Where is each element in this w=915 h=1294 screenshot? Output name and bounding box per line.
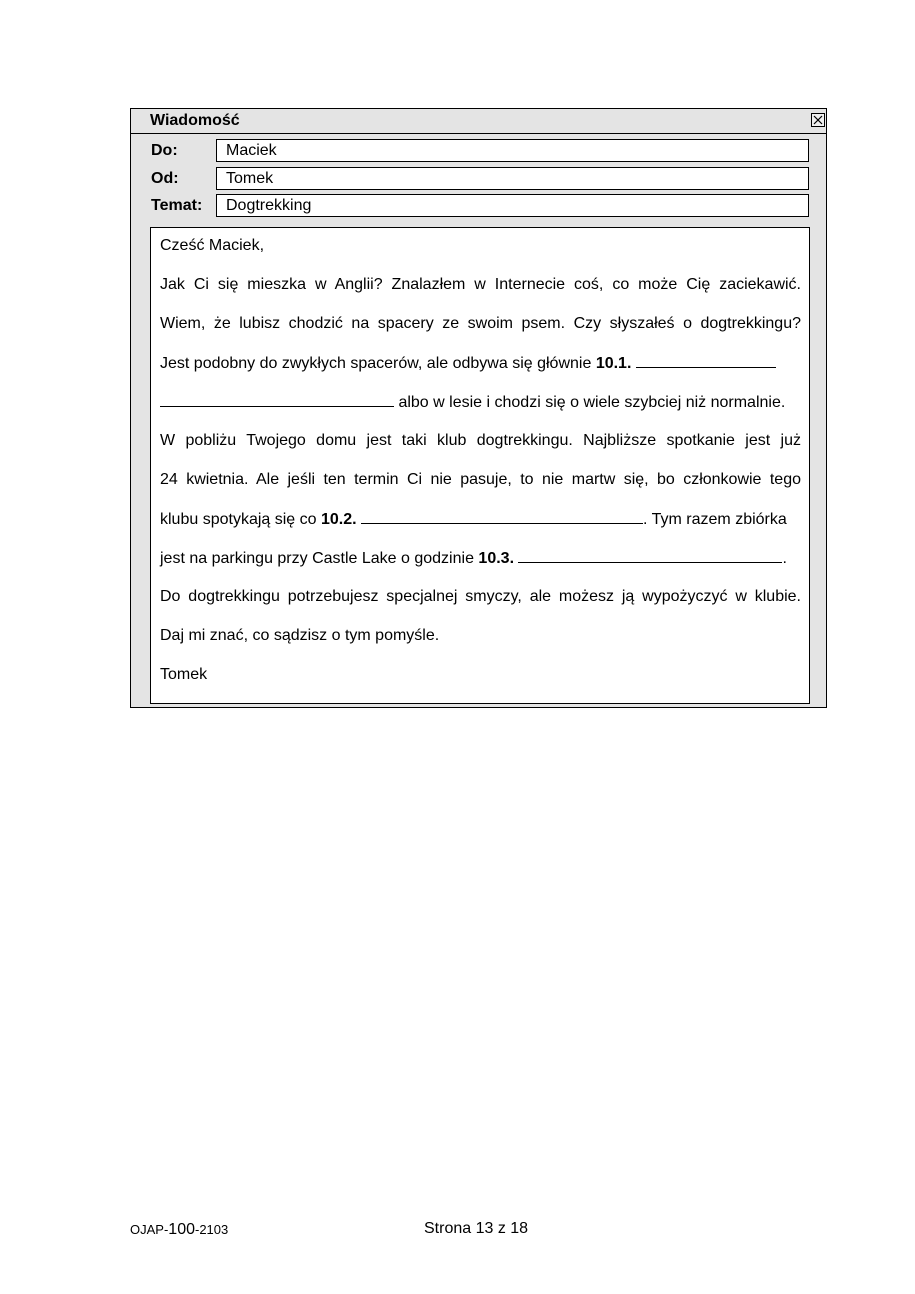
exam-code-prefix: OJAP-	[130, 1222, 169, 1237]
body-line-5: W pobliżu Twojego domu jest taki klub dogtrekkingu. Najbliższe spotkanie jest już	[160, 432, 801, 449]
body-line-6: 24 kwietnia. Ale jeśli ten termin Ci nie pasuje, to nie martw się, bo członkowie tego	[160, 471, 801, 488]
body-line-7	[160, 509, 801, 530]
body-line-1: Jak Ci się mieszka w Anglii? Znalazłem w Internecie coś, co może Cię zaciekawić.	[160, 276, 801, 293]
answer-blank-10-1[interactable]	[636, 353, 776, 368]
to-row	[131, 139, 826, 163]
message-window	[130, 108, 827, 708]
body-line-3-text: Jest podobny do zwykłych spacerów, ale odbywa się głównie	[160, 355, 592, 372]
signature-line: Tomek	[160, 666, 208, 683]
gap-number-10-1: 10.1.	[595, 355, 632, 372]
body-line-7-text: klubu spotykają się co	[160, 511, 317, 528]
body-line-8-after: .	[782, 550, 787, 567]
body-line-7-after: . Tym razem zbiórka	[643, 511, 787, 528]
close-x-icon[interactable]	[811, 113, 825, 127]
answer-blank-10-1-continued[interactable]	[160, 392, 394, 407]
greeting-line: Cześć Maciek,	[160, 237, 265, 254]
message-body[interactable]	[150, 227, 810, 704]
body-line-9: Do dogtrekkingu potrzebujesz specjalnej smyczy, ale możesz ją wypożyczyć w klubie.	[160, 588, 801, 605]
body-line-3	[160, 353, 801, 374]
from-label: Od:	[151, 170, 179, 187]
subject-label: Temat:	[151, 197, 203, 214]
gap-number-10-3: 10.3.	[478, 550, 515, 567]
body-line-2: Wiem, że lubisz chodzić na spacery ze swoim psem. Czy słyszałeś o dogtrekkingu?	[160, 315, 801, 332]
exam-code-suffix: -2103	[195, 1222, 229, 1237]
from-field[interactable]: Tomek	[216, 167, 809, 190]
exam-code	[130, 1221, 228, 1239]
window-title: Wiadomość	[150, 112, 240, 129]
page-number: Strona 13 z 18	[424, 1220, 529, 1237]
body-line-10: Daj mi znać, co sądzisz o tym pomyśle.	[160, 627, 440, 644]
body-line-8	[160, 548, 801, 569]
to-field[interactable]: Maciek	[216, 139, 809, 162]
gap-number-10-2: 10.2.	[320, 511, 357, 528]
subject-field[interactable]: Dogtrekking	[216, 194, 809, 217]
window-titlebar	[131, 109, 826, 134]
to-label: Do:	[151, 142, 178, 159]
answer-blank-10-3[interactable]	[518, 548, 782, 563]
body-line-4-text: albo w lesie i chodzi się o wiele szybciej niż normalnie.	[398, 394, 786, 411]
answer-blank-10-2[interactable]	[361, 509, 643, 524]
body-line-4	[160, 392, 801, 413]
subject-row	[131, 194, 826, 218]
body-line-8-text: jest na parkingu przy Castle Lake o godzinie	[160, 550, 474, 567]
from-row	[131, 167, 826, 191]
exam-code-number: 100	[168, 1221, 195, 1238]
